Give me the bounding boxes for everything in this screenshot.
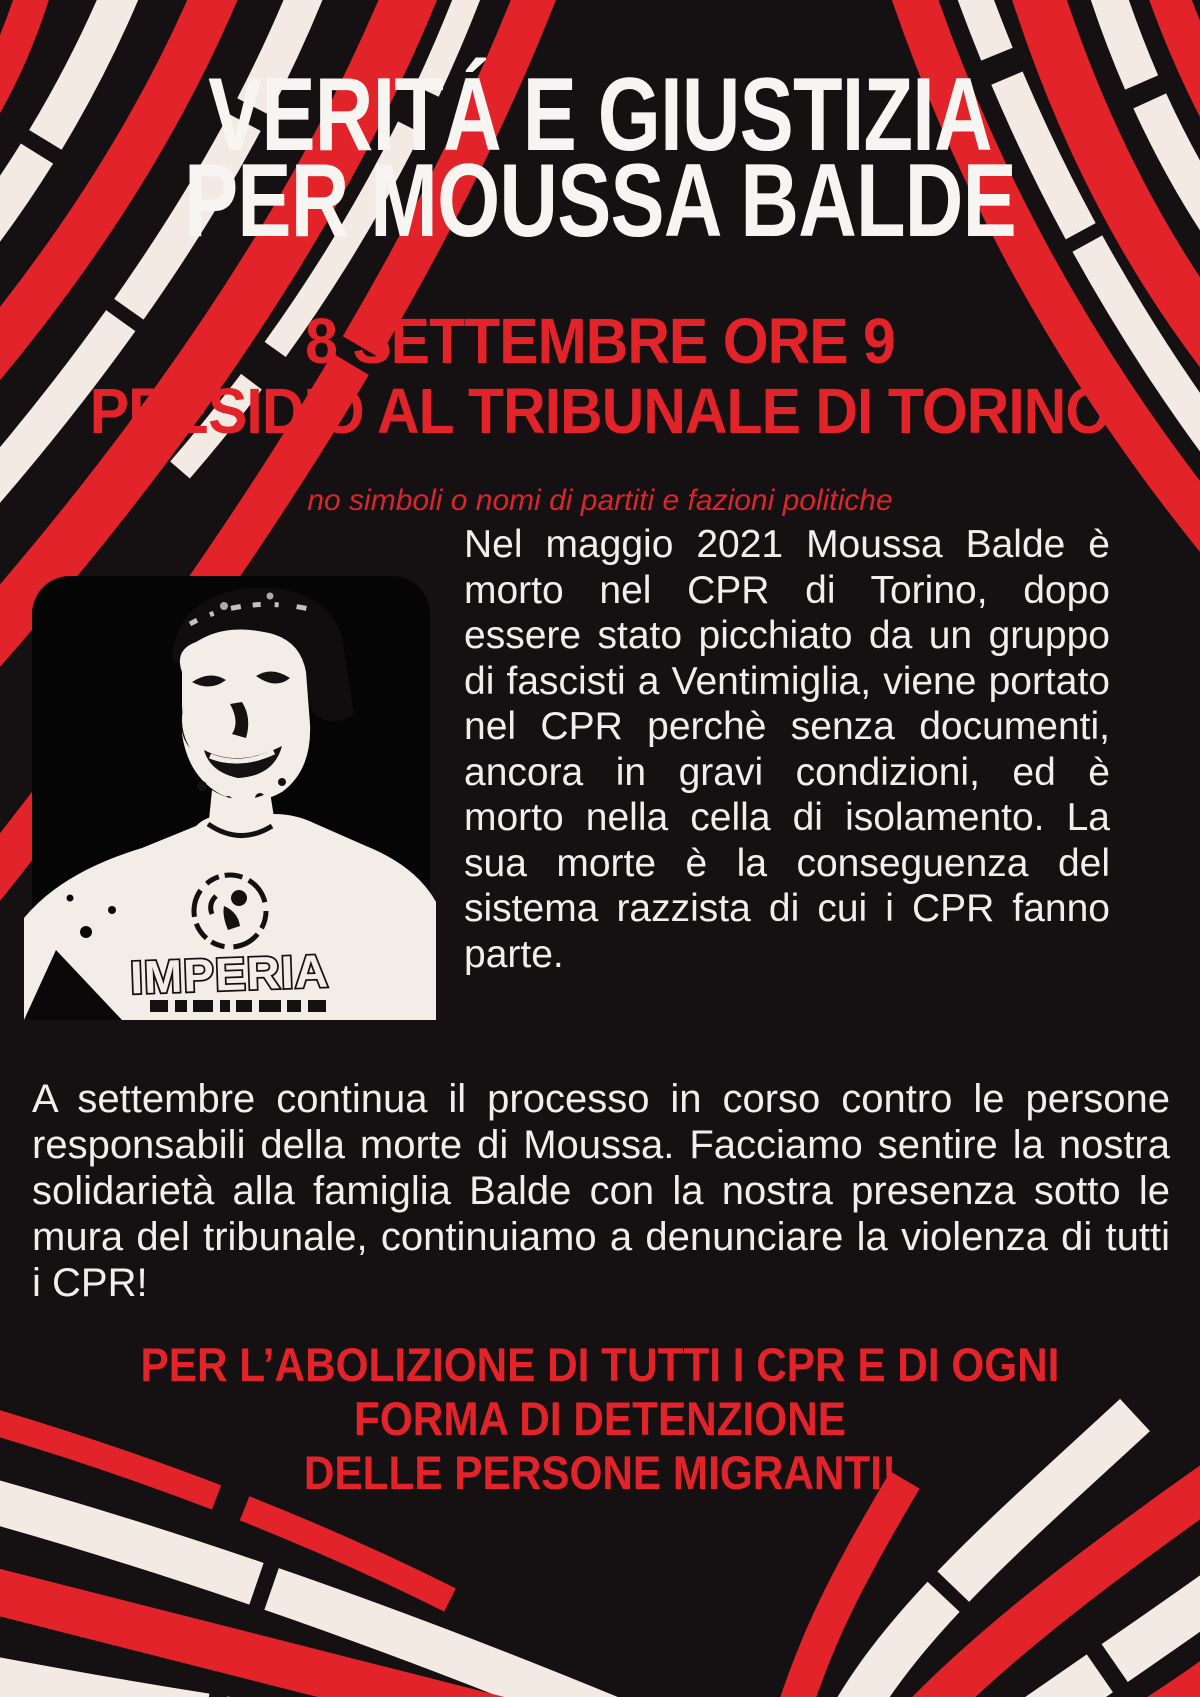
- title-line-1: VERITÁ E GIUSTIZIA: [208, 57, 992, 173]
- title-line-2: PER MOUSSA BALDE: [184, 143, 1016, 259]
- poster-title: [0, 57, 1200, 259]
- event-place-line: PRESIDIO AL TRIBUNALE DI TORINO: [89, 375, 1111, 447]
- slogan-line-1: PER L’ABOLIZIONE DI TUTTI I CPR E DI OGNI: [140, 1338, 1060, 1391]
- event-heading: [0, 306, 1200, 446]
- slogan: [0, 1338, 1200, 1500]
- slogan-line-2: FORMA DI DETENZIONE: [354, 1392, 846, 1445]
- paragraph-september: A settembre continua il processo in corso contro le persone responsabili della morte di Moussa. Facciamo sentire la nostra solidarietà alla famiglia Balde con la nostra presenza sotto le mura del tribunale, continuiamo a denunciare la violenza di tutti i CPR!: [32, 1077, 1170, 1305]
- slogan-line-3: DELLE PERSONE MIGRANTI!: [303, 1446, 897, 1499]
- moussa-portrait: [24, 552, 436, 1022]
- portrait-graphic: [24, 552, 436, 1022]
- shirt-text: IMPERIA: [129, 944, 330, 1004]
- event-date-line: 8 SETTEMBRE ORE 9: [305, 305, 895, 377]
- event-note: no simboli o nomi di partiti e fazioni politiche: [307, 484, 893, 517]
- paragraph-may-2021: Nel maggio 2021 Moussa Balde è morto nel CPR di Torino, dopo essere stato picchiato da un gruppo di fascisti a Ventimiglia, viene portato nel CPR perchè senza documenti, ancora in gravi condizioni, ed è morto nella cella di isolamento. La sua morte è la conseguenza del sistema razzista di cui i CPR fanno parte.: [464, 523, 1110, 976]
